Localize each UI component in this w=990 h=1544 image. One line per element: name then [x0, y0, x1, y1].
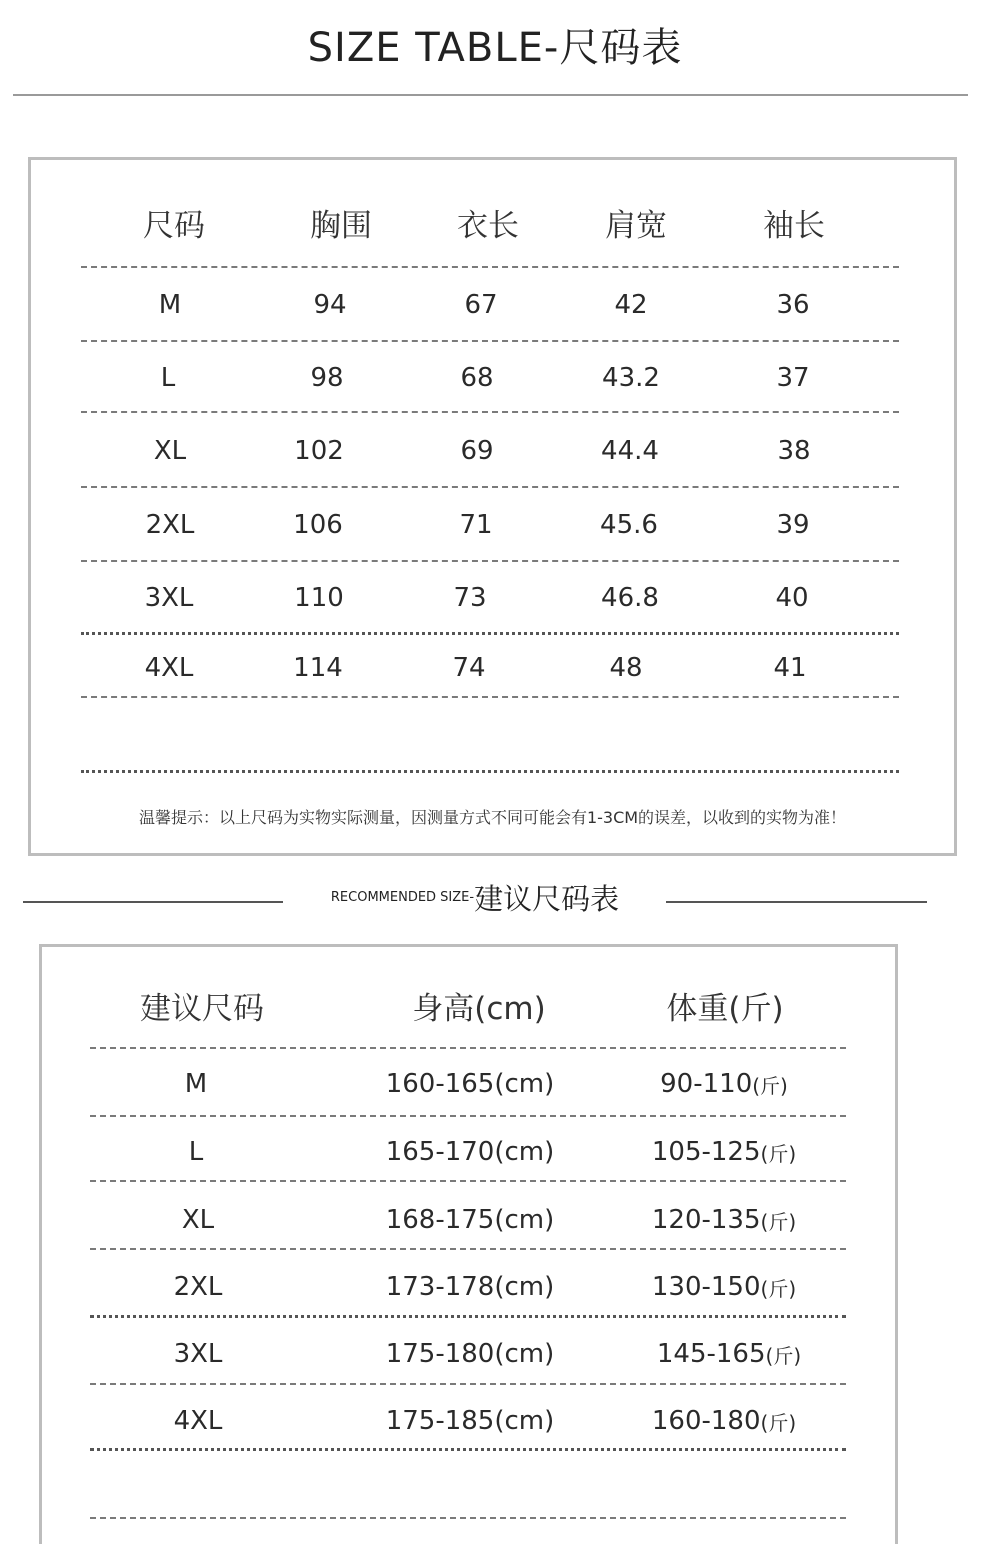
row-divider [90, 1517, 846, 1519]
recommended-size-panel [39, 944, 898, 1544]
cell-weight [624, 1120, 824, 1184]
cell-size: XL [181, 1205, 215, 1235]
row-divider [90, 1047, 846, 1049]
cell-shoulder: 46.8 [601, 583, 659, 613]
size-table-panel [28, 157, 957, 856]
title-divider [13, 94, 968, 96]
cell-length: 69 [460, 436, 494, 466]
cell-chest: 114 [293, 653, 343, 683]
cell-size: 4XL [144, 653, 194, 683]
cell-length: 71 [459, 509, 493, 540]
cell-size: 4XL [173, 1406, 223, 1436]
weight-unit: (斤) [760, 1141, 797, 1166]
cell-height: 175-185(cm) [385, 1406, 555, 1436]
weight-value: 130-150 [651, 1272, 761, 1302]
row-divider [90, 1448, 846, 1451]
cell-size: 2XL [173, 1272, 223, 1302]
row-divider [90, 1248, 846, 1250]
header-chest: 胸围 [310, 208, 372, 244]
cell-height: 160-165(cm) [385, 1069, 555, 1099]
cell-weight [624, 1389, 824, 1453]
table-row [42, 1321, 895, 1387]
weight-unit: (斤) [752, 1073, 788, 1098]
row-divider [81, 632, 899, 635]
header-sleeve: 袖长 [763, 208, 825, 244]
rec-title-rule-left [23, 901, 283, 903]
cell-shoulder: 48 [609, 653, 643, 683]
cell-chest: 102 [294, 436, 344, 466]
weight-value: 160-180 [651, 1406, 761, 1436]
cell-size: M [158, 289, 182, 320]
table-row [42, 1255, 895, 1319]
cell-size: M [184, 1069, 208, 1099]
cell-length: 73 [453, 583, 487, 613]
cell-sleeve: 38 [777, 436, 811, 466]
header-length: 衣长 [457, 208, 519, 244]
table-row [42, 1389, 895, 1453]
table-row [42, 1187, 895, 1253]
cell-size: L [188, 1137, 204, 1167]
cell-size: XL [153, 436, 187, 466]
cell-weight [624, 1187, 824, 1253]
recommended-title [285, 874, 665, 920]
header-shoulder: 肩宽 [605, 208, 667, 244]
table-row [31, 416, 954, 486]
row-divider [81, 266, 899, 268]
cell-sleeve: 36 [776, 289, 810, 320]
weight-value: 90-110 [660, 1069, 753, 1099]
weight-value: 105-125 [651, 1137, 761, 1167]
row-divider [90, 1180, 846, 1182]
row-divider [81, 486, 899, 488]
table-row [31, 636, 954, 700]
cell-weight [624, 1053, 824, 1115]
cell-height: 168-175(cm) [385, 1205, 555, 1235]
cell-height: 173-178(cm) [385, 1272, 555, 1302]
cell-sleeve: 39 [776, 509, 810, 540]
cell-chest: 106 [293, 509, 343, 540]
size-table-header-row [31, 185, 954, 260]
weight-unit: (斤) [760, 1209, 797, 1234]
table-row [31, 564, 954, 632]
row-divider [90, 1115, 846, 1117]
weight-value: 120-135 [651, 1205, 761, 1235]
weight-unit: (斤) [760, 1276, 797, 1301]
cell-sleeve: 40 [775, 583, 809, 613]
table-row [31, 272, 954, 337]
weight-value: 145-165 [656, 1339, 766, 1369]
cell-chest: 94 [313, 289, 347, 320]
cell-weight [629, 1321, 829, 1387]
cell-shoulder: 43.2 [602, 363, 660, 393]
row-divider [90, 1383, 846, 1385]
cell-shoulder: 45.6 [600, 509, 658, 540]
header-size: 尺码 [143, 208, 205, 244]
row-divider [81, 696, 899, 698]
size-note: 温馨提示：以上尺码为实物实际测量，因测量方式不同可能会有1-3CM的误差，以收到的实物为准！ [138, 808, 847, 827]
cell-size: 2XL [145, 509, 195, 540]
cell-size: 3XL [173, 1339, 223, 1369]
recommended-title-en: RECOMMENDED SIZE- [330, 889, 475, 905]
cell-sleeve: 37 [776, 363, 810, 393]
rec-title-rule-right [666, 901, 927, 903]
row-divider [81, 560, 899, 562]
row-divider [81, 411, 899, 413]
header-recommended-size: 建议尺码 [140, 990, 264, 1027]
cell-size: 3XL [144, 583, 194, 613]
header-height: 身高(cm) [412, 990, 546, 1027]
row-divider [81, 770, 899, 773]
header-weight: 体重(斤) [666, 990, 784, 1027]
recommended-header-row [42, 969, 895, 1041]
table-row [31, 345, 954, 411]
row-divider [81, 340, 899, 342]
row-divider [90, 1315, 846, 1318]
cell-weight [624, 1255, 824, 1319]
weight-unit: (斤) [765, 1343, 802, 1368]
cell-height: 175-180(cm) [385, 1339, 555, 1369]
cell-length: 67 [464, 289, 498, 320]
cell-shoulder: 44.4 [601, 436, 659, 466]
recommended-title-cn: 建议尺码表 [474, 881, 620, 916]
cell-length: 68 [460, 363, 494, 393]
cell-height: 165-170(cm) [385, 1137, 555, 1167]
cell-sleeve: 41 [773, 653, 807, 683]
page-title: SIZE TABLE-尺码表 [307, 25, 683, 71]
cell-chest: 98 [310, 363, 344, 393]
cell-length: 74 [452, 653, 486, 683]
cell-chest: 110 [294, 583, 344, 613]
table-row [42, 1120, 895, 1184]
table-row [31, 490, 954, 559]
cell-shoulder: 42 [614, 289, 648, 320]
table-row [42, 1053, 895, 1115]
weight-unit: (斤) [760, 1410, 797, 1435]
cell-size: L [160, 363, 176, 393]
